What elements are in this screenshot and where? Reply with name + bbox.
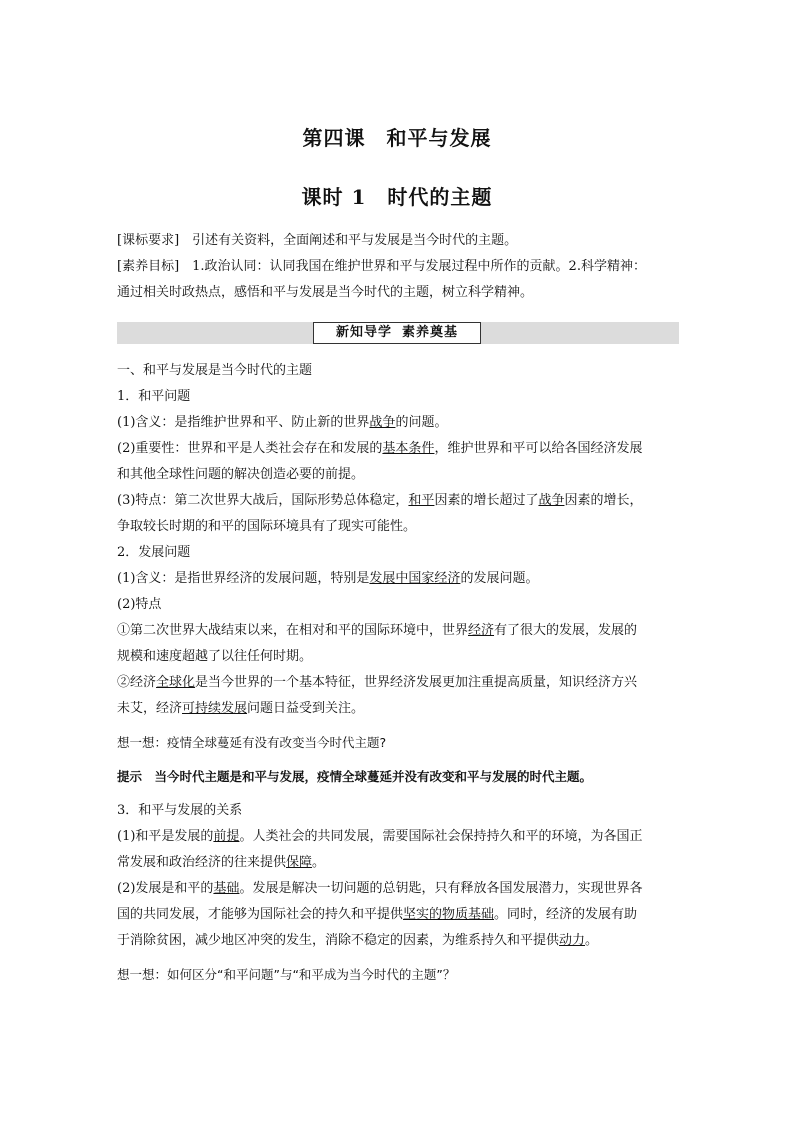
blank-answer: 物质基础	[442, 907, 495, 922]
blank-answer: 动力	[559, 933, 586, 948]
section-title: 课时 1 时代的主题	[301, 185, 493, 209]
blank-answer: 基础	[213, 881, 240, 896]
blank-answer: 经济	[468, 623, 495, 638]
para-dev-feature-2-2: 未艾，经济可持续发展问题日益受到关注。	[117, 701, 365, 716]
blank-answer: 战争	[369, 415, 396, 430]
requirements-line	[117, 228, 679, 254]
heading-1-1: 1．和平问题	[117, 389, 191, 404]
goals-text-1: 1.政治认同：认同我国在维护世界和平与发展过程中所作的贡献。2.科学精神：	[179, 259, 646, 274]
para-dev-feature-2: ②经济全球化是当今世界的一个基本特征，世界经济发展更加注重提高质量，知识经济方兴	[117, 675, 638, 690]
heading-1-2: 2．发展问题	[117, 545, 191, 560]
blank-answer: 发展中国家经济	[369, 571, 461, 586]
goals-line	[117, 254, 679, 280]
para-peace-importance-2: 和其他全球性问题的解决创造必要的前提。	[117, 467, 365, 482]
para-dev-feature-1: ①第二次世界大战结束以来，在相对和平的国际环境中，世界经济有了很大的发展，发展的	[117, 623, 638, 638]
para-relation-1: (1)和平是发展的前提。人类社会的共同发展，需要国际社会保持持久和平的环境，为各国正	[117, 829, 643, 844]
heading-1-3: 3．和平与发展的关系	[117, 803, 243, 818]
blank-answer: 战争	[538, 493, 565, 508]
heading-1: 一、和平与发展是当今时代的主题	[117, 363, 313, 378]
requirements-label: [课标要求]	[117, 233, 180, 248]
goals-line-2: 通过相关时政热点，感悟和平与发展是当今时代的主题，树立科学精神。	[117, 285, 534, 300]
objectives-block	[117, 228, 679, 306]
banner-left: 新知导学	[335, 325, 392, 340]
hint-answer-1: 提示 当今时代主题是和平与发展，疫情全球蔓延并没有改变和平与发展的时代主题。	[117, 769, 593, 784]
para-peace-importance: (2)重要性：世界和平是人类社会存在和发展的基本条件，维护世界和平可以给各国经济发展	[117, 441, 643, 456]
lesson-title: 第四课 和平与发展	[302, 126, 492, 150]
para-relation-2-3: 于消除贫困，减少地区冲突的发生，消除不稳定的因素，为维系持久和平提供动力。	[117, 933, 599, 948]
blank-answer: 和平	[408, 493, 435, 508]
blank-answer: 前提	[213, 829, 240, 844]
section-banner	[313, 322, 481, 344]
goals-label: [素养目标]	[117, 259, 180, 274]
blank-answer: 可持续发展	[182, 701, 248, 716]
para-peace-features-2: 争取较长时期的和平的国际环境具有了现实可能性。	[117, 519, 417, 534]
para-relation-2: (2)发展是和平的基础。发展是解决一切问题的总钥匙，只有释放各国发展潜力，实现世界各	[117, 881, 643, 896]
para-peace-features: (3)特点：第二次世界大战后，国际形势总体稳定，和平因素的增长超过了战争因素的增长，	[117, 493, 643, 508]
para-peace-meaning: (1)含义：是指维护世界和平、防止新的世界战争的问题。	[117, 415, 448, 430]
think-question-2: 想一想：如何区分“和平问题”与“和平成为当今时代的主题”？	[117, 967, 456, 982]
para-relation-2-2: 国的共同发展，才能够为国际社会的持久和平提供坚实的物质基础。同时，经济的发展有助	[117, 907, 638, 922]
para-dev-features-heading: (2)特点	[117, 597, 162, 612]
requirements-text: 引述有关资料，全面阐述和平与发展是当今时代的主题。	[179, 233, 518, 248]
para-dev-meaning: (1)含义：是指世界经济的发展问题，特别是发展中国家经济的发展问题。	[117, 571, 539, 586]
para-dev-feature-1-2: 规模和速度超越了以往任何时期。	[117, 649, 313, 664]
banner-right: 素养奠基	[402, 325, 459, 340]
blank-answer: 保障	[286, 855, 313, 870]
para-relation-1-2: 常发展和政治经济的往来提供保障。	[117, 855, 326, 870]
blank-answer: 基本条件	[382, 441, 435, 456]
think-question-1: 想一想：疫情全球蔓延有没有改变当今时代主题?	[117, 735, 387, 750]
blank-answer: 全球化	[156, 675, 196, 690]
content-block	[117, 358, 679, 988]
blank-answer: 坚实的	[403, 907, 443, 922]
